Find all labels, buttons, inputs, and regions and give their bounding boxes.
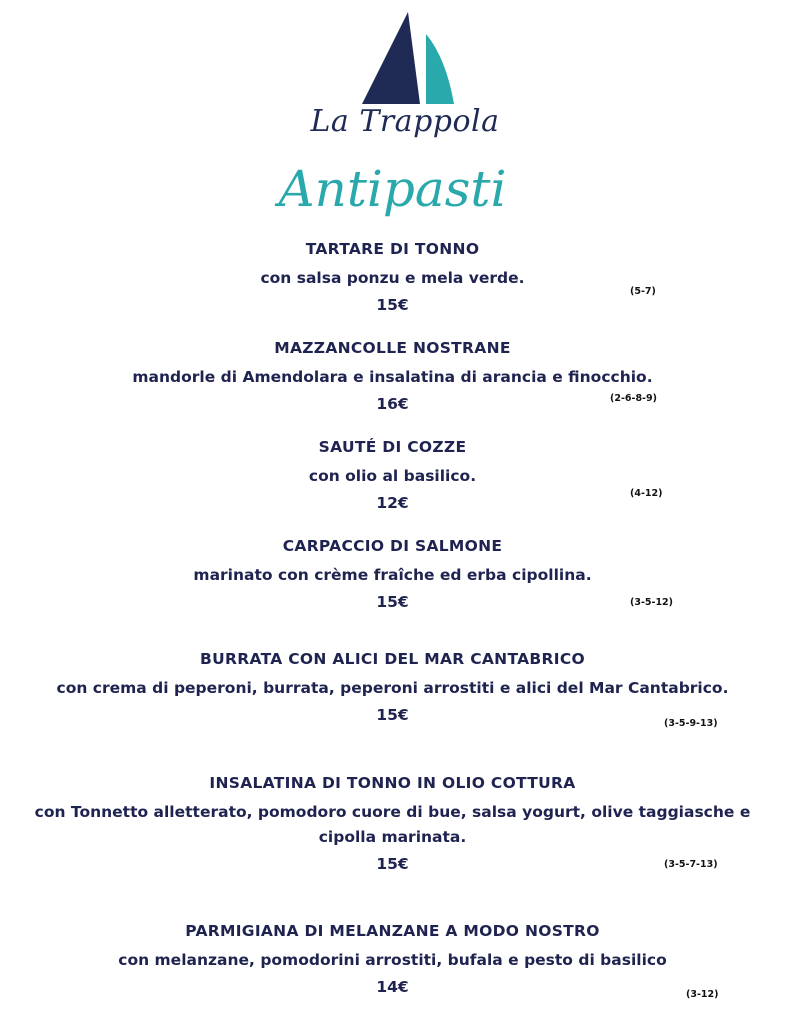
menu-item (0, 922, 785, 996)
menu-item-description: mandorle di Amendolara e insalatina di arancia e finocchio. (132, 368, 653, 386)
menu-item-description: con olio al basilico. (308, 467, 477, 485)
menu-item-allergens: (2-6-8-9) (610, 393, 657, 404)
menu-item-name: TARTARE DI TONNO (305, 240, 480, 258)
menu-item-price: 15€ (376, 296, 409, 314)
menu-item-price: 12€ (376, 494, 409, 512)
menu-item (0, 339, 785, 413)
menu-item-name: CARPACCIO DI SALMONE (282, 537, 503, 555)
logo (290, 8, 520, 148)
menu-item-price: 15€ (376, 855, 409, 873)
menu-item-allergens: (3-5-7-13) (664, 859, 718, 870)
menu-item-description: con crema di peperoni, burrata, peperoni arrostiti e alici del Mar Cantabrico. (56, 679, 729, 697)
menu-item-price: 15€ (376, 593, 409, 611)
menu-item-allergens: (3-12) (686, 989, 719, 1000)
menu-item-price: 16€ (376, 395, 409, 413)
menu-item-price: 14€ (376, 978, 409, 996)
sailboat-icon (350, 8, 460, 108)
menu-item-allergens: (3-5-9-13) (664, 718, 718, 729)
menu-item-allergens: (4-12) (630, 488, 663, 499)
menu-item-allergens: (3-5-12) (630, 597, 674, 608)
menu-item-description: con melanzane, pomodorini arrostiti, bufala e pesto di basilico (118, 951, 667, 969)
menu-item (0, 240, 785, 314)
section-title: Antipasti (278, 160, 507, 218)
menu-item (0, 650, 785, 724)
menu-item-name: SAUTÉ DI COZZE (318, 438, 467, 456)
menu-item-name: INSALATINA DI TONNO IN OLIO COTTURA (209, 774, 576, 792)
menu-item-description: con salsa ponzu e mela verde. (260, 269, 525, 287)
menu-item (0, 438, 785, 512)
menu-item-name: BURRATA CON ALICI DEL MAR CANTABRICO (200, 650, 585, 668)
menu-item-description: con Tonnetto alletterato, pomodoro cuore di bue, salsa yogurt, olive taggiasche e cipolla marinata. (34, 803, 751, 846)
menu-item-description: marinato con crème fraîche ed erba cipollina. (193, 566, 592, 584)
menu-item-name: PARMIGIANA DI MELANZANE A MODO NOSTRO (185, 922, 600, 940)
menu-item-price: 15€ (376, 706, 409, 724)
menu-item-name: MAZZANCOLLE NOSTRANE (274, 339, 511, 357)
menu-item-allergens: (5-7) (630, 286, 656, 297)
brand-name: La Trappola (310, 104, 500, 139)
